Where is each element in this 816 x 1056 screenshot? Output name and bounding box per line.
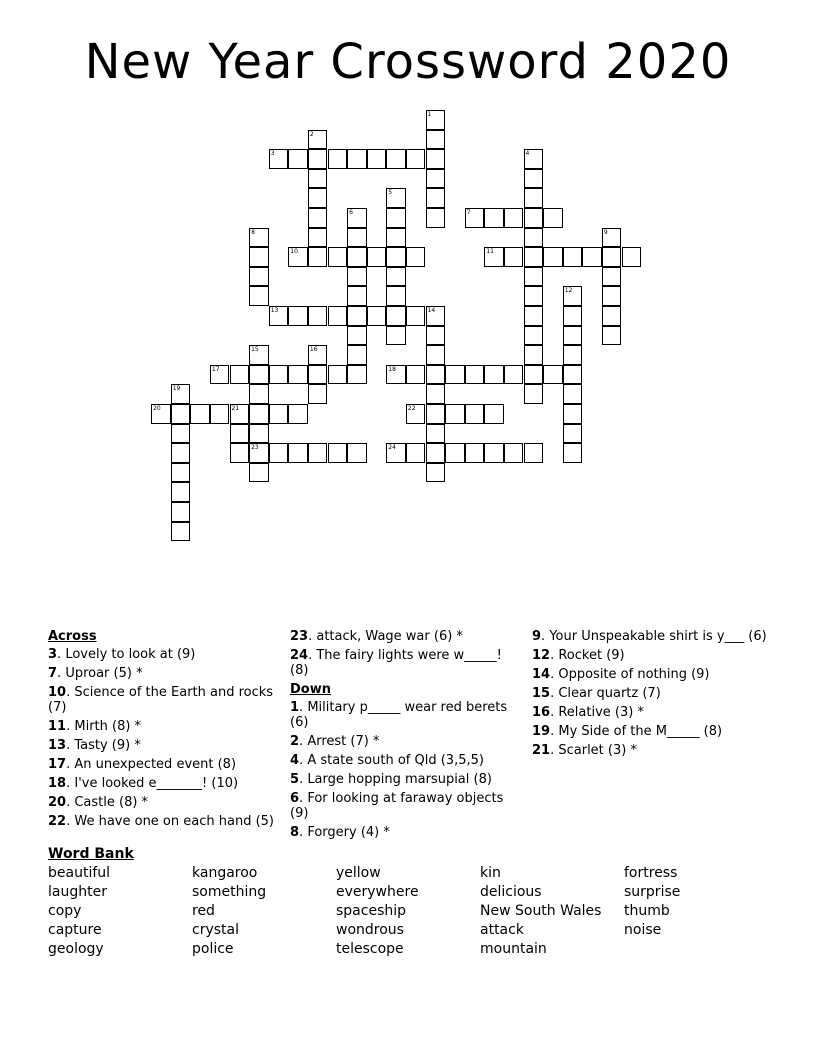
grid-cell[interactable]	[347, 443, 367, 463]
grid-cell[interactable]	[406, 443, 426, 463]
word-bank-word: noise	[624, 922, 662, 938]
grid-cell[interactable]	[563, 306, 583, 326]
clue-number: 24	[290, 648, 309, 663]
clue-number: 10	[48, 685, 67, 700]
grid-cell[interactable]	[347, 228, 367, 248]
grid-cell[interactable]	[426, 384, 446, 404]
clue-item: 8. Forgery (4) *	[290, 825, 390, 840]
grid-cell[interactable]	[563, 326, 583, 346]
grid-cell[interactable]	[406, 306, 426, 326]
grid-cell[interactable]	[367, 306, 387, 326]
grid-cell[interactable]	[524, 384, 544, 404]
grid-cell[interactable]	[269, 443, 289, 463]
clue-item: 18. I've looked e_______! (10)	[48, 776, 239, 791]
grid-cell[interactable]	[602, 267, 622, 287]
clue-item: 14. Opposite of nothing (9)	[532, 667, 710, 682]
clue-item: 19. My Side of the M_____ (8)	[532, 724, 723, 739]
grid-cell[interactable]	[602, 306, 622, 326]
grid-cell[interactable]	[386, 267, 406, 287]
grid-cell[interactable]	[524, 247, 544, 267]
cell-number: 20	[153, 405, 161, 412]
grid-cell[interactable]	[524, 169, 544, 189]
clue-text: For looking at faraway objects (9)	[290, 791, 504, 821]
clue-item: 22. We have one on each hand (5)	[48, 814, 274, 829]
clue-text: Mirth (8) *	[74, 719, 142, 734]
grid-cell[interactable]	[249, 384, 269, 404]
clue-number: 16	[532, 705, 551, 720]
clue-item: 3. Lovely to look at (9)	[48, 647, 196, 662]
grid-cell[interactable]	[308, 228, 328, 248]
grid-cell[interactable]	[524, 326, 544, 346]
grid-cell[interactable]	[269, 404, 289, 424]
grid-cell[interactable]	[308, 306, 328, 326]
word-bank-word: something	[192, 884, 267, 900]
grid-cell[interactable]	[328, 247, 348, 267]
grid-cell[interactable]	[347, 286, 367, 306]
clue-item: 7. Uproar (5) *	[48, 666, 143, 681]
grid-cell[interactable]	[308, 130, 328, 150]
clue-text: Large hopping marsupial (8)	[307, 772, 492, 787]
clue-text: Castle (8) *	[74, 795, 149, 810]
word-bank-word: kin	[480, 865, 501, 881]
clue-item: 4. A state south of Qld (3,5,5)	[290, 753, 484, 768]
clue-item: 1. Military p_____ wear red berets (6)	[290, 700, 508, 730]
grid-cell[interactable]	[230, 424, 250, 444]
word-bank-column	[192, 864, 266, 959]
grid-cell[interactable]	[249, 247, 269, 267]
grid-cell[interactable]	[249, 286, 269, 306]
grid-cell[interactable]	[347, 326, 367, 346]
cell-number: 18	[388, 365, 396, 373]
grid-cell[interactable]	[563, 424, 583, 444]
clue-text: Arrest (7) *	[307, 734, 380, 749]
clue-number: 8	[290, 825, 300, 840]
grid-cell[interactable]	[308, 149, 328, 169]
clue-text: I've looked e_______! (10)	[74, 776, 239, 791]
grid-cell[interactable]	[426, 326, 446, 346]
grid-cell[interactable]	[386, 247, 406, 267]
grid-cell[interactable]	[426, 188, 446, 208]
grid-cell[interactable]	[386, 149, 406, 169]
grid-cell[interactable]	[484, 247, 504, 267]
grid-cell[interactable]	[445, 365, 465, 385]
grid-cell[interactable]	[484, 443, 504, 463]
cell-number: 11	[486, 248, 494, 256]
grid-cell[interactable]	[328, 365, 348, 385]
grid-cell[interactable]	[426, 149, 446, 169]
clue-number: 3	[48, 647, 58, 662]
clue-text: We have one on each hand (5)	[74, 814, 274, 829]
cell-number: 24	[388, 444, 396, 452]
clue-item: 6. For looking at faraway objects (9)	[290, 791, 504, 821]
grid-cell[interactable]	[386, 228, 406, 248]
grid-cell[interactable]	[171, 482, 191, 502]
cell-number: 5	[388, 189, 393, 197]
cell-number: 12	[564, 287, 573, 295]
grid-cell[interactable]	[563, 286, 583, 306]
clue-number: 14	[532, 667, 551, 682]
clue-text: Lovely to look at (9)	[65, 647, 196, 662]
grid-cell[interactable]	[426, 404, 446, 424]
grid-cell[interactable]	[524, 365, 544, 385]
cell-number: 6	[349, 209, 353, 216]
cell-number: 14	[427, 307, 436, 314]
grid-cell[interactable]	[210, 365, 230, 385]
clues-column-1	[48, 629, 278, 833]
grid-cell[interactable]	[563, 443, 583, 463]
word-bank-word: delicious	[480, 884, 542, 900]
page-title: New Year Crossword 2020	[84, 34, 732, 90]
word-bank-column	[336, 864, 419, 959]
grid-cell[interactable]	[524, 306, 544, 326]
cell-number: 15	[251, 346, 259, 354]
grid-cell[interactable]	[426, 169, 446, 189]
clue-text: Tasty (9) *	[74, 738, 141, 753]
grid-cell[interactable]	[171, 463, 191, 483]
word-bank-word: surprise	[624, 884, 681, 900]
grid-cell[interactable]	[308, 443, 328, 463]
grid-cell[interactable]	[308, 365, 328, 385]
cell-number: 17	[211, 365, 220, 373]
clue-text: The fairy lights were w_____! (8)	[290, 648, 502, 678]
clue-number: 1	[290, 700, 300, 715]
grid-cell[interactable]	[249, 424, 269, 444]
grid-cell[interactable]	[269, 149, 289, 169]
grid-cell[interactable]	[288, 149, 308, 169]
grid-cell[interactable]	[543, 208, 563, 228]
grid-cell[interactable]	[524, 345, 544, 365]
clue-number: 15	[532, 686, 551, 701]
clue-item: 17. An unexpected event (8)	[48, 757, 237, 772]
clue-number: 7	[48, 666, 58, 681]
clue-item: 5. Large hopping marsupial (8)	[290, 772, 492, 787]
clue-item: 20. Castle (8) *	[48, 795, 149, 810]
word-bank-word: red	[192, 903, 215, 919]
grid-cell[interactable]	[249, 345, 269, 365]
grid-cell[interactable]	[504, 365, 524, 385]
grid-cell[interactable]	[288, 306, 308, 326]
grid-cell[interactable]	[602, 286, 622, 306]
cell-number: 2	[309, 130, 314, 138]
grid-cell[interactable]	[347, 345, 367, 365]
grid-cell[interactable]	[602, 326, 622, 346]
clue-text: Scarlet (3) *	[558, 743, 637, 758]
clue-number: 20	[48, 795, 67, 810]
clue-number: 4	[290, 753, 300, 768]
grid-cell[interactable]	[563, 247, 583, 267]
grid-cell[interactable]	[465, 365, 485, 385]
grid-cell[interactable]	[484, 404, 504, 424]
grid-cell[interactable]	[386, 306, 406, 326]
clue-item: 2. Arrest (7) *	[290, 734, 380, 749]
grid-cell[interactable]	[504, 208, 524, 228]
word-bank-word: thumb	[624, 903, 670, 919]
grid-cell[interactable]	[524, 286, 544, 306]
grid-cell[interactable]	[406, 404, 426, 424]
clue-item: 12. Rocket (9)	[532, 648, 625, 663]
grid-cell[interactable]	[602, 228, 622, 248]
clue-text: Relative (3) *	[558, 705, 644, 720]
grid-cell[interactable]	[504, 247, 524, 267]
word-bank-column	[48, 864, 110, 959]
word-bank-column	[480, 864, 601, 959]
word-bank-word: copy	[48, 903, 82, 919]
grid-cell[interactable]	[563, 404, 583, 424]
grid-cell[interactable]	[426, 424, 446, 444]
clue-number: 5	[290, 772, 300, 787]
clue-number: 19	[532, 724, 551, 739]
grid-cell[interactable]	[347, 365, 367, 385]
clue-number: 13	[48, 738, 67, 753]
clue-item: 15. Clear quartz (7)	[532, 686, 661, 701]
grid-cell[interactable]	[426, 443, 446, 463]
clue-text: My Side of the M_____ (8)	[558, 724, 723, 739]
grid-cell[interactable]	[171, 384, 191, 404]
clue-text: Military p_____ wear red berets (6)	[290, 700, 508, 730]
clue-number: 9	[532, 629, 542, 644]
clue-text: Clear quartz (7)	[558, 686, 661, 701]
grid-cell[interactable]	[328, 443, 348, 463]
grid-cell[interactable]	[426, 306, 446, 326]
grid-cell[interactable]	[426, 110, 446, 130]
grid-cell[interactable]	[249, 228, 269, 248]
grid-cell[interactable]	[563, 345, 583, 365]
cell-number: 7	[466, 209, 471, 216]
grid-cell[interactable]	[386, 286, 406, 306]
cell-number: 4	[525, 150, 530, 158]
grid-cell[interactable]	[249, 404, 269, 424]
word-bank-word: yellow	[336, 865, 381, 881]
word-bank-word: police	[192, 941, 234, 957]
grid-cell[interactable]	[171, 443, 191, 463]
clue-number: 17	[48, 757, 67, 772]
grid-cell[interactable]	[230, 365, 250, 385]
word-bank-word: beautiful	[48, 865, 111, 881]
grid-cell[interactable]	[347, 267, 367, 287]
grid-cell[interactable]	[288, 365, 308, 385]
grid-cell[interactable]	[347, 149, 367, 169]
grid-cell[interactable]	[269, 306, 289, 326]
grid-cell[interactable]	[524, 228, 544, 248]
clue-item: 16. Relative (3) *	[532, 705, 644, 720]
grid-cell[interactable]	[171, 502, 191, 522]
word-bank-word: spaceship	[336, 903, 407, 919]
clue-text: Science of the Earth and rocks (7)	[48, 685, 274, 715]
grid-cell[interactable]	[230, 443, 250, 463]
clue-text: Your Unspeakable shirt is y___ (6)	[549, 629, 767, 644]
clue-item: 23. attack, Wage war (6) *	[290, 629, 463, 644]
clue-number: 22	[48, 814, 67, 829]
clue-number: 2	[290, 734, 300, 749]
clue-number: 11	[48, 719, 67, 734]
grid-cell[interactable]	[386, 365, 406, 385]
grid-cell[interactable]	[367, 149, 387, 169]
cell-number: 23	[251, 444, 259, 452]
grid-cell[interactable]	[347, 247, 367, 267]
grid-cell[interactable]	[426, 365, 446, 385]
grid-cell[interactable]	[426, 463, 446, 483]
grid-cell[interactable]	[308, 169, 328, 189]
grid-cell[interactable]	[484, 208, 504, 228]
grid-cell[interactable]	[308, 208, 328, 228]
cell-number: 9	[603, 228, 608, 236]
grid-cell[interactable]	[171, 404, 191, 424]
clue-number: 12	[532, 648, 551, 663]
grid-cell[interactable]	[465, 404, 485, 424]
grid-cell[interactable]	[543, 247, 563, 267]
grid-cell[interactable]	[288, 443, 308, 463]
clue-text: A state south of Qld (3,5,5)	[307, 753, 484, 768]
grid-cell[interactable]	[171, 424, 191, 444]
grid-cell[interactable]	[308, 345, 328, 365]
word-bank-word: telescope	[336, 941, 404, 957]
clue-text: Opposite of nothing (9)	[558, 667, 710, 682]
word-bank-word: mountain	[480, 941, 547, 957]
grid-cell[interactable]	[602, 247, 622, 267]
grid-cell[interactable]	[288, 247, 308, 267]
word-bank-word: everywhere	[336, 884, 419, 900]
grid-cell[interactable]	[210, 404, 230, 424]
grid-cell[interactable]	[484, 365, 504, 385]
grid-cell[interactable]	[445, 404, 465, 424]
grid-cell[interactable]	[367, 247, 387, 267]
clue-number: 21	[532, 743, 551, 758]
cell-number: 1	[427, 111, 432, 118]
grid-cell[interactable]	[504, 443, 524, 463]
word-bank-word: wondrous	[336, 922, 404, 938]
clue-text: attack, Wage war (6) *	[316, 629, 463, 644]
clue-item: 13. Tasty (9) *	[48, 738, 141, 753]
cell-number: 10	[290, 248, 298, 256]
grid-cell[interactable]	[386, 188, 406, 208]
grid-cell[interactable]	[543, 365, 563, 385]
grid-cell[interactable]	[465, 208, 485, 228]
clue-number: 23	[290, 629, 309, 644]
word-bank-column	[624, 864, 680, 940]
clues-column-3	[532, 629, 772, 762]
grid-cell[interactable]	[308, 247, 328, 267]
clue-text: Uproar (5) *	[65, 666, 143, 681]
grid-cell[interactable]	[426, 345, 446, 365]
clue-item: 10. Science of the Earth and rocks (7)	[48, 685, 274, 715]
word-bank-heading: Word Bank	[48, 846, 134, 862]
grid-cell[interactable]	[190, 404, 210, 424]
grid-cell[interactable]	[426, 130, 446, 150]
grid-cell[interactable]	[288, 404, 308, 424]
grid-cell[interactable]	[426, 208, 446, 228]
word-bank-word: fortress	[624, 865, 678, 881]
cell-number: 13	[270, 307, 279, 314]
grid-cell[interactable]	[308, 384, 328, 404]
grid-cell[interactable]	[328, 306, 348, 326]
grid-cell[interactable]	[563, 384, 583, 404]
grid-cell[interactable]	[308, 188, 328, 208]
grid-cell[interactable]	[151, 404, 171, 424]
cell-number: 8	[251, 228, 255, 236]
grid-cell[interactable]	[249, 365, 269, 385]
grid-cell[interactable]	[524, 208, 544, 228]
clue-text: An unexpected event (8)	[74, 757, 237, 772]
cell-number: 16	[309, 346, 318, 354]
clues-column-2	[290, 629, 522, 844]
grid-cell[interactable]	[406, 247, 426, 267]
grid-cell[interactable]	[563, 365, 583, 385]
grid-cell[interactable]	[386, 326, 406, 346]
grid-cell[interactable]	[347, 306, 367, 326]
clue-text: Forgery (4) *	[307, 825, 390, 840]
word-bank-word: capture	[48, 922, 102, 938]
cell-number: 19	[172, 385, 181, 393]
clue-number: 18	[48, 776, 67, 791]
word-bank-word: kangaroo	[192, 865, 258, 881]
word-bank-word: attack	[480, 922, 524, 938]
grid-cell[interactable]	[445, 443, 465, 463]
grid-cell[interactable]	[524, 149, 544, 169]
clue-item: 24. The fairy lights were w_____! (8)	[290, 648, 502, 678]
down-heading: Down	[290, 682, 331, 697]
grid-cell[interactable]	[582, 247, 602, 267]
cell-number: 3	[270, 150, 275, 158]
grid-cell[interactable]	[249, 463, 269, 483]
word-bank-word: laughter	[48, 884, 107, 900]
grid-cell[interactable]	[249, 443, 269, 463]
clue-item: 11. Mirth (8) *	[48, 719, 142, 734]
clue-number: 6	[290, 791, 300, 806]
grid-cell[interactable]	[465, 443, 485, 463]
grid-cell[interactable]	[386, 208, 406, 228]
word-bank-word: crystal	[192, 922, 239, 938]
grid-cell[interactable]	[524, 188, 544, 208]
grid-cell[interactable]	[406, 149, 426, 169]
clue-text: Rocket (9)	[558, 648, 625, 663]
across-heading: Across	[48, 629, 97, 644]
grid-cell[interactable]	[249, 267, 269, 287]
grid-cell[interactable]	[406, 365, 426, 385]
grid-cell[interactable]	[171, 522, 191, 542]
word-bank-word: New South Wales	[480, 903, 602, 919]
grid-cell[interactable]	[347, 208, 367, 228]
grid-cell[interactable]	[269, 365, 289, 385]
cell-number: 21	[231, 405, 240, 412]
grid-cell[interactable]	[622, 247, 642, 267]
clue-item: 21. Scarlet (3) *	[532, 743, 637, 758]
grid-cell[interactable]	[524, 267, 544, 287]
grid-cell[interactable]	[328, 149, 348, 169]
grid-cell[interactable]	[524, 443, 544, 463]
grid-cell[interactable]	[230, 404, 250, 424]
grid-cell[interactable]	[386, 443, 406, 463]
cell-number: 22	[407, 405, 416, 412]
clue-item: 9. Your Unspeakable shirt is y___ (6)	[532, 629, 767, 644]
word-bank-word: geology	[48, 941, 104, 957]
